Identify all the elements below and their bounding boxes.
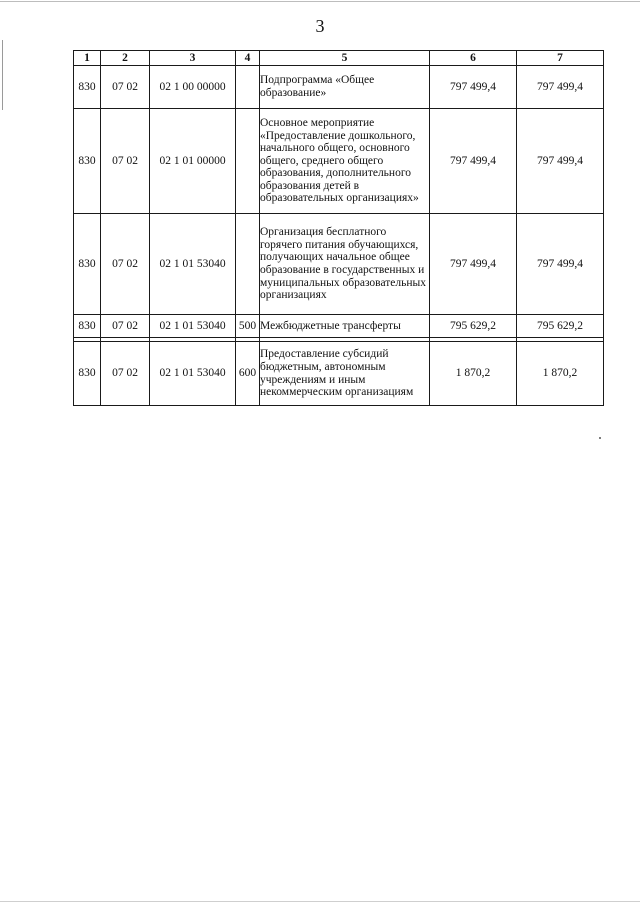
- cell-section-code: 07 02: [101, 66, 150, 109]
- table-row: [74, 109, 604, 214]
- header-col-3: 3: [150, 51, 236, 66]
- cell-amount-col7: 797 499,4: [517, 214, 604, 315]
- table-row: [74, 66, 604, 109]
- header-col-1: 1: [74, 51, 101, 66]
- budget-table: [73, 50, 604, 406]
- cell-expense-type: [236, 214, 260, 315]
- cell-target-code: 02 1 01 53040: [150, 214, 236, 315]
- table-row: [74, 315, 604, 338]
- cell-amount-col7: 795 629,2: [517, 315, 604, 338]
- cell-expense-type: 600: [236, 342, 260, 406]
- header-col-6: 6: [430, 51, 517, 66]
- table-row: [74, 214, 604, 315]
- cell-amount-col7: 797 499,4: [517, 109, 604, 214]
- cell-target-code: 02 1 01 53040: [150, 342, 236, 406]
- scan-edge-bottom: [0, 901, 640, 902]
- cell-target-code: 02 1 00 00000: [150, 66, 236, 109]
- cell-ministry-code: 830: [74, 109, 101, 214]
- cell-name: Межбюджетные трансферты: [260, 315, 430, 338]
- cell-amount-col6: 1 870,2: [430, 342, 517, 406]
- scan-speck: [599, 437, 601, 439]
- cell-amount-col7: 1 870,2: [517, 342, 604, 406]
- page-number: 3: [315, 16, 325, 36]
- cell-target-code: 02 1 01 53040: [150, 315, 236, 338]
- header-row: [74, 51, 604, 66]
- cell-name: Основное мероприятие «Предоставление дошкольного, начального общего, основного общего, среднего общего образования, дополнительного образования детей в образовательных организациях»: [260, 109, 430, 214]
- table-row: [74, 342, 604, 406]
- cell-expense-type: 500: [236, 315, 260, 338]
- cell-name: Подпрограмма «Общее образование»: [260, 66, 430, 109]
- cell-expense-type: [236, 66, 260, 109]
- header-col-7: 7: [517, 51, 604, 66]
- cell-amount-col6: 795 629,2: [430, 315, 517, 338]
- cell-target-code: 02 1 01 00000: [150, 109, 236, 214]
- cell-amount-col6: 797 499,4: [430, 214, 517, 315]
- cell-amount-col7: 797 499,4: [517, 66, 604, 109]
- cell-section-code: 07 02: [101, 342, 150, 406]
- cell-name: Организация бесплатного горячего питания обучающихся, получающих начальное общее образование в государственных и муниципальных образовательных организациях: [260, 214, 430, 315]
- cell-ministry-code: 830: [74, 342, 101, 406]
- cell-section-code: 07 02: [101, 214, 150, 315]
- cell-section-code: 07 02: [101, 109, 150, 214]
- cell-amount-col6: 797 499,4: [430, 66, 517, 109]
- cell-expense-type: [236, 109, 260, 214]
- cell-amount-col6: 797 499,4: [430, 109, 517, 214]
- header-col-5: 5: [260, 51, 430, 66]
- cell-ministry-code: 830: [74, 66, 101, 109]
- scan-margin-mark: [2, 40, 3, 110]
- cell-ministry-code: 830: [74, 214, 101, 315]
- header-col-2: 2: [101, 51, 150, 66]
- scan-edge-top: [0, 1, 640, 2]
- header-col-4: 4: [236, 51, 260, 66]
- cell-ministry-code: 830: [74, 315, 101, 338]
- cell-name: Предоставление субсидий бюджетным, автономным учреждениям и иным некоммерческим организациям: [260, 342, 430, 406]
- cell-section-code: 07 02: [101, 315, 150, 338]
